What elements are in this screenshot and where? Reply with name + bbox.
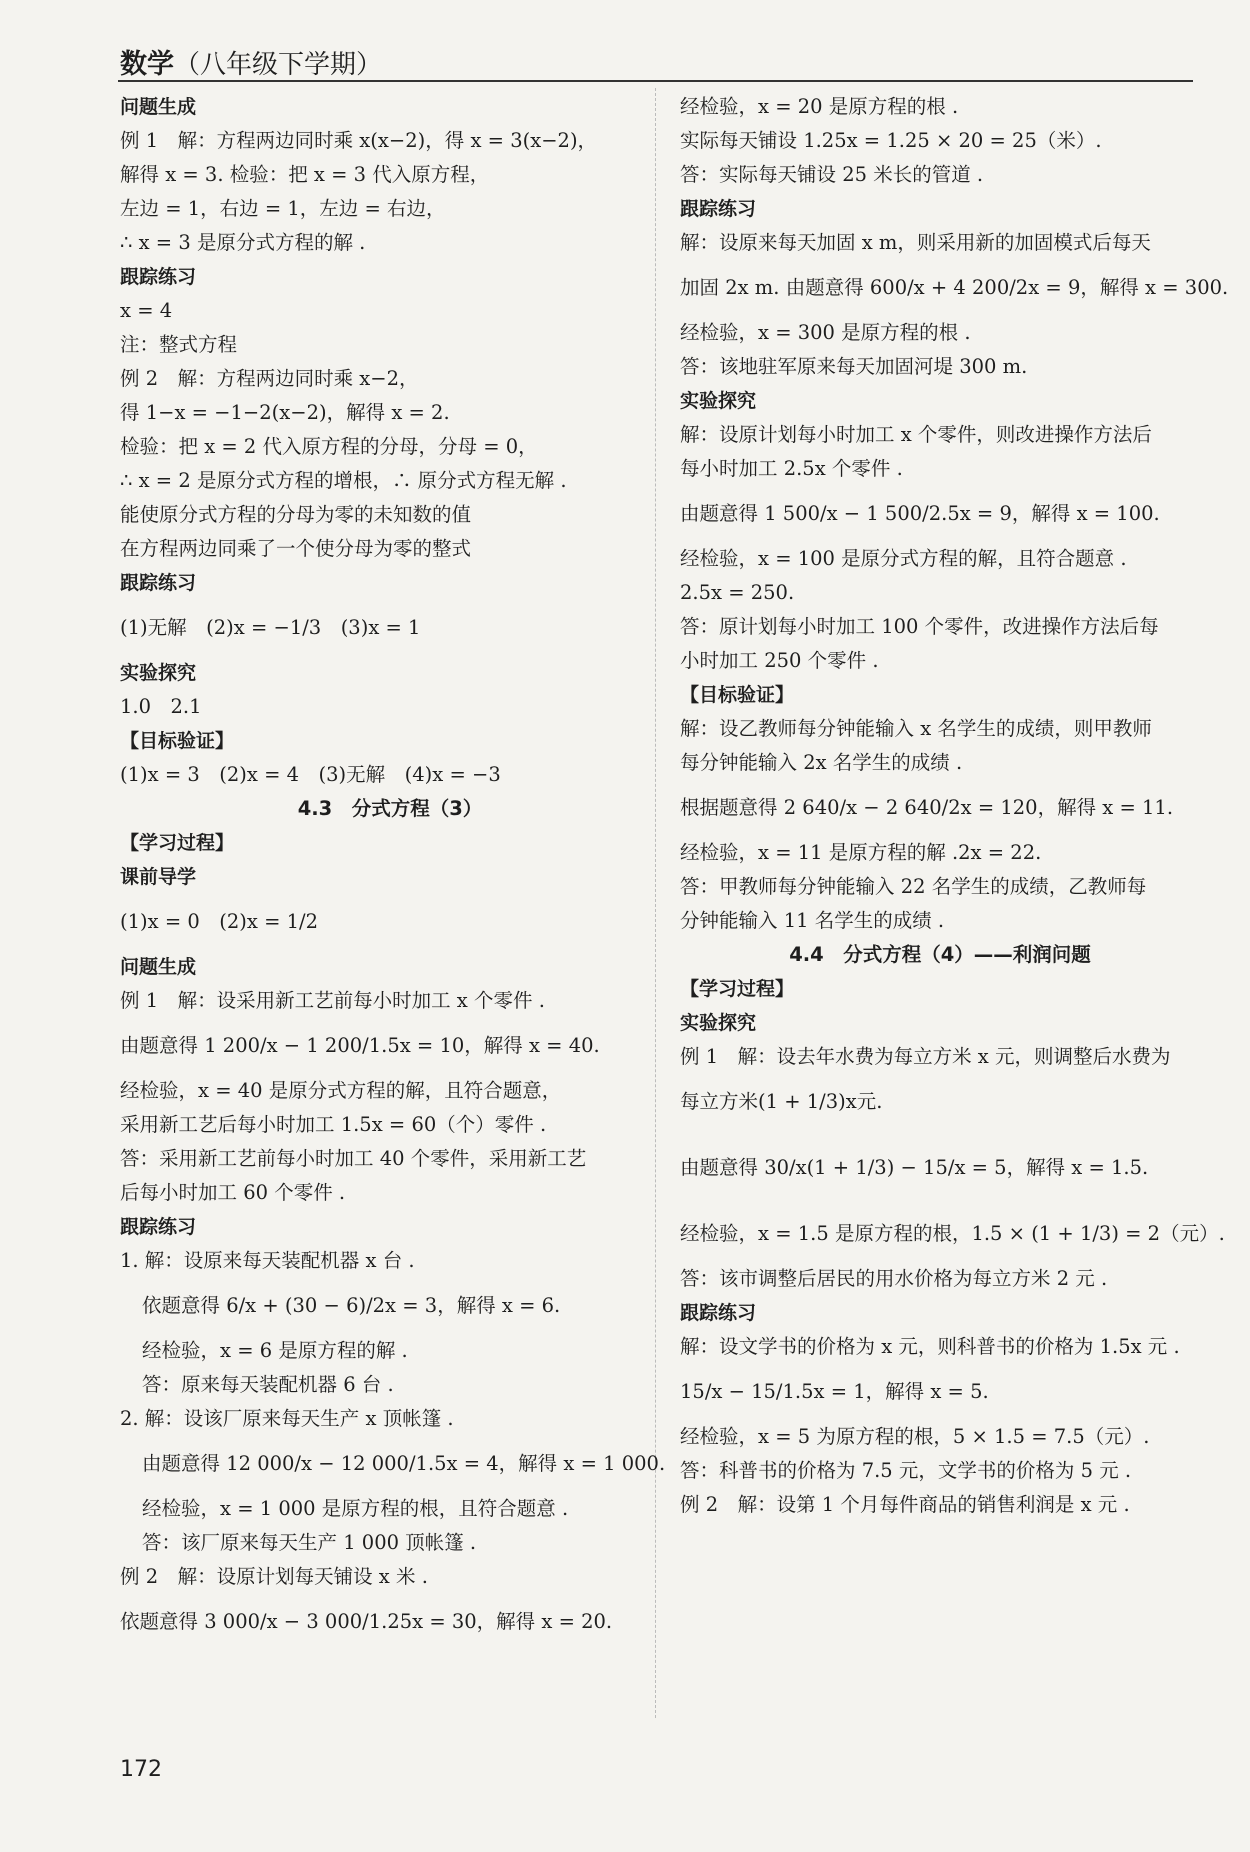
text-line: 每小时加工 2.5x 个零件 . bbox=[680, 457, 903, 480]
page-number: 172 bbox=[120, 1757, 162, 1782]
text-line: 实际每天铺设 1.25x = 1.25 × 20 = 25（米）. bbox=[680, 129, 1102, 152]
text-line: 答：科普书的价格为 7.5 元，文学书的价格为 5 元 . bbox=[680, 1459, 1132, 1482]
text-line: 分钟能输入 11 名学生的成绩 . bbox=[680, 909, 945, 932]
text-line: 答：甲教师每分钟能输入 22 名学生的成绩，乙教师每 bbox=[680, 875, 1147, 898]
text-line: 答：采用新工艺前每小时加工 40 个零件，采用新工艺 bbox=[120, 1147, 587, 1170]
text-line: 经检验，x = 11 是原方程的解 .2x = 22. bbox=[680, 841, 1042, 864]
text-line: 例 1 解：方程两边同时乘 x(x−2)，得 x = 3(x−2)， bbox=[120, 129, 598, 152]
text-line: 注：整式方程 bbox=[120, 333, 238, 356]
section-heading: 【学习过程】 bbox=[120, 832, 235, 854]
text-line: 例 2 解：方程两边同时乘 x−2， bbox=[120, 367, 419, 390]
section-heading: 跟踪练习 bbox=[120, 266, 197, 288]
text-line: (1)x = 3 (2)x = 4 (3)无解 (4)x = −3 bbox=[120, 763, 501, 786]
text-line: 依题意得 6/x + (30 − 6)/2x = 3，解得 x = 6. bbox=[142, 1294, 561, 1317]
section-heading: 跟踪练习 bbox=[680, 198, 757, 220]
text-line: 例 1 解：设去年水费为每立方米 x 元，则调整后水费为 bbox=[680, 1045, 1171, 1068]
lesson-title: 4.4 分式方程（4）——利润问题 bbox=[789, 943, 1091, 966]
text-line: 每分钟能输入 2x 名学生的成绩 . bbox=[680, 751, 963, 774]
running-header bbox=[120, 42, 382, 81]
text-line: 解得 x = 3. 检验：把 x = 3 代入原方程， bbox=[120, 163, 490, 186]
text-line: 解：设文学书的价格为 x 元，则科普书的价格为 1.5x 元 . bbox=[680, 1335, 1180, 1358]
text-line: 由题意得 12 000/x − 12 000/1.5x = 4，解得 x = 1 000. bbox=[142, 1452, 666, 1475]
text-line: 经检验，x = 20 是原方程的根 . bbox=[680, 95, 959, 118]
text-line: 由题意得 30/x(1 + 1/3) − 15/x = 5，解得 x = 1.5. bbox=[680, 1156, 1149, 1179]
text-line: 答：该厂原来每天生产 1 000 顶帐篷 . bbox=[142, 1531, 477, 1554]
section-heading: 【学习过程】 bbox=[680, 978, 795, 1000]
section-heading: 课前导学 bbox=[120, 866, 197, 888]
section-heading: 跟踪练习 bbox=[120, 572, 197, 594]
section-heading: 问题生成 bbox=[120, 96, 197, 118]
text-line: 经检验，x = 100 是原分式方程的解，且符合题意 . bbox=[680, 547, 1127, 570]
text-line: 答：实际每天铺设 25 米长的管道 . bbox=[680, 163, 984, 186]
text-line: 解：设原来每天加固 x m，则采用新的加固模式后每天 bbox=[680, 231, 1151, 254]
text-line: 经检验，x = 300 是原方程的根 . bbox=[680, 321, 971, 344]
text-line: 小时加工 250 个零件 . bbox=[680, 649, 879, 672]
text-line: 15/x − 15/1.5x = 1，解得 x = 5. bbox=[680, 1380, 989, 1403]
text-line: 左边 = 1，右边 = 1，左边 = 右边， bbox=[120, 197, 446, 220]
subject-title: 数学 bbox=[120, 49, 174, 80]
section-heading: 跟踪练习 bbox=[120, 1216, 197, 1238]
text-line: x = 4 bbox=[120, 299, 173, 322]
header-rule bbox=[118, 80, 1193, 82]
section-heading: 问题生成 bbox=[120, 956, 197, 978]
text-line: 答：该市调整后居民的用水价格为每立方米 2 元 . bbox=[680, 1267, 1108, 1290]
text-line: 解：设原计划每小时加工 x 个零件，则改进操作方法后 bbox=[680, 423, 1152, 446]
text-line: 检验：把 x = 2 代入原方程的分母，分母 = 0， bbox=[120, 435, 538, 458]
text-line: 经检验，x = 1 000 是原方程的根，且符合题意 . bbox=[142, 1497, 569, 1520]
text-line: 在方程两边同乘了一个使分母为零的整式 bbox=[120, 537, 472, 560]
text-line: 1. 解：设原来每天装配机器 x 台 . bbox=[120, 1249, 415, 1272]
text-line: 采用新工艺后每小时加工 1.5x = 60（个）零件 . bbox=[120, 1113, 547, 1136]
text-line: 得 1−x = −1−2(x−2)，解得 x = 2. bbox=[120, 401, 450, 424]
text-line: (1)x = 0 (2)x = 1/2 bbox=[120, 910, 318, 933]
right-column bbox=[680, 90, 1229, 1522]
section-heading: 跟踪练习 bbox=[680, 1302, 757, 1324]
text-line: 加固 2x m. 由题意得 600/x + 4 200/2x = 9，解得 x = 300. bbox=[680, 276, 1229, 299]
text-line: 例 1 解：设采用新工艺前每小时加工 x 个零件 . bbox=[120, 989, 545, 1012]
grade-label: （八年级下学期） bbox=[174, 50, 383, 80]
section-heading: 【目标验证】 bbox=[680, 684, 795, 706]
text-line: ∴ x = 3 是原分式方程的解 . bbox=[120, 231, 366, 254]
text-line: 答：原计划每小时加工 100 个零件，改进操作方法后每 bbox=[680, 615, 1159, 638]
text-line: 经检验，x = 5 为原方程的根，5 × 1.5 = 7.5（元）. bbox=[680, 1425, 1150, 1448]
text-line: (1)无解 (2)x = −1/3 (3)x = 1 bbox=[120, 616, 421, 639]
text-line: 例 2 解：设第 1 个月每件商品的销售利润是 x 元 . bbox=[680, 1493, 1130, 1516]
section-heading: 实验探究 bbox=[680, 390, 757, 412]
text-line: 2. 解：设该厂原来每天生产 x 顶帐篷 . bbox=[120, 1407, 454, 1430]
text-line: 依题意得 3 000/x − 3 000/1.25x = 30，解得 x = 20. bbox=[120, 1610, 613, 1633]
text-line: 1.0 2.1 bbox=[120, 695, 202, 718]
text-line: 2.5x = 250. bbox=[680, 581, 795, 604]
text-line: 答：原来每天装配机器 6 台 . bbox=[142, 1373, 394, 1396]
text-line: 每立方米(1 + 1/3)x元. bbox=[680, 1090, 883, 1113]
text-line: 例 2 解：设原计划每天铺设 x 米 . bbox=[120, 1565, 428, 1588]
text-line: 后每小时加工 60 个零件 . bbox=[120, 1181, 346, 1204]
text-line: 由题意得 1 500/x − 1 500/2.5x = 9，解得 x = 100. bbox=[680, 502, 1160, 525]
section-heading: 实验探究 bbox=[680, 1012, 757, 1034]
text-line: ∴ x = 2 是原分式方程的增根，∴ 原分式方程无解 . bbox=[120, 469, 567, 492]
text-line: 解：设乙教师每分钟能输入 x 名学生的成绩，则甲教师 bbox=[680, 717, 1152, 740]
text-line: 经检验，x = 1.5 是原方程的根，1.5 × (1 + 1/3) = 2（元）. bbox=[680, 1222, 1225, 1245]
lesson-title: 4.3 分式方程（3） bbox=[297, 797, 483, 820]
text-line: 由题意得 1 200/x − 1 200/1.5x = 10，解得 x = 40. bbox=[120, 1034, 600, 1057]
text-line: 根据题意得 2 640/x − 2 640/2x = 120，解得 x = 11. bbox=[680, 796, 1174, 819]
text-line: 经检验，x = 6 是原方程的解 . bbox=[142, 1339, 408, 1362]
text-line: 答：该地驻军原来每天加固河堤 300 m. bbox=[680, 355, 1028, 378]
section-heading: 【目标验证】 bbox=[120, 730, 235, 752]
text-line: 经检验，x = 40 是原分式方程的解，且符合题意， bbox=[120, 1079, 562, 1102]
text-line: 能使原分式方程的分母为零的未知数的值 bbox=[120, 503, 472, 526]
section-heading: 实验探究 bbox=[120, 662, 197, 684]
left-column bbox=[120, 90, 666, 1650]
